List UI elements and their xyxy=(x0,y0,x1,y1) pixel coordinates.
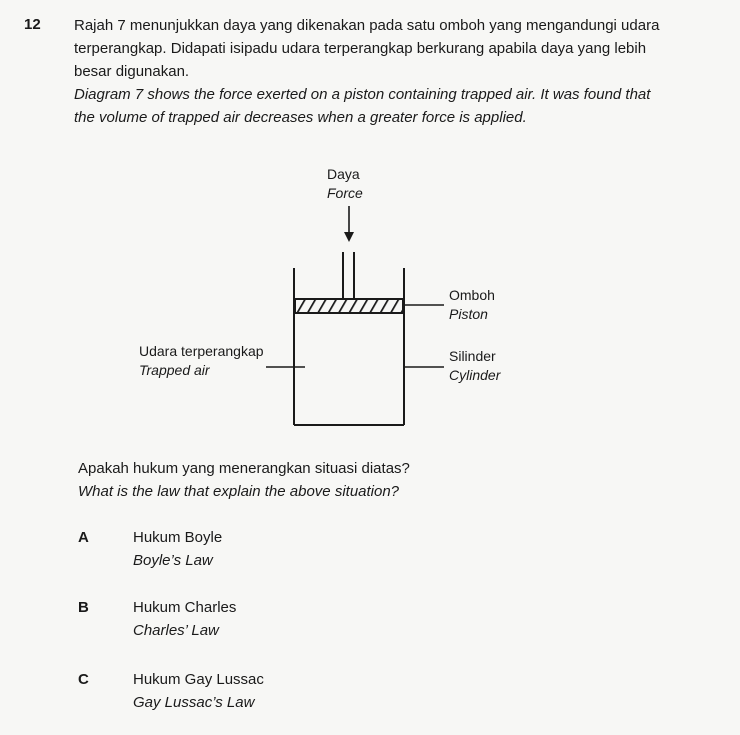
piston-diagram xyxy=(0,160,740,450)
piston-label-malay: Omboh xyxy=(449,287,495,303)
piston-cylinder-drawing xyxy=(0,160,740,450)
trapped-air-label-malay: Udara terperangkap xyxy=(139,343,264,359)
stem-english-line-1: Diagram 7 shows the force exerted on a piston containing trapped air. It was found that xyxy=(74,86,651,103)
force-arrow xyxy=(344,206,354,242)
cylinder-label-english: Cylinder xyxy=(449,367,501,383)
cylinder xyxy=(294,268,404,425)
option-c-english: Gay Lussac’s Law xyxy=(133,694,255,711)
stem-malay-line-2: terperangkap. Didapati isipadu udara terperangkap berkurang apabila daya yang lebih xyxy=(74,40,647,57)
trapped-air-label xyxy=(139,342,264,380)
cylinder-label xyxy=(449,347,500,385)
option-b-malay: Hukum Charles xyxy=(133,599,237,616)
stem-malay-line-3: besar digunakan. xyxy=(74,63,190,80)
option-c-malay: Hukum Gay Lussac xyxy=(133,671,264,688)
prompt-malay: Apakah hukum yang menerangkan situasi diatas? xyxy=(78,460,410,477)
stem-malay-line-1: Rajah 7 menunjukkan daya yang dikenakan pada satu omboh yang mengandungi udara xyxy=(74,17,660,34)
piston-label xyxy=(449,286,495,324)
piston-label-english: Piston xyxy=(449,306,488,322)
force-label-malay: Daya xyxy=(327,166,360,182)
piston-head xyxy=(295,299,403,313)
question-prompt xyxy=(78,457,410,503)
option-a-malay: Hukum Boyle xyxy=(133,529,223,546)
cylinder-label-malay: Silinder xyxy=(449,348,496,364)
stem-english-line-2: the volume of trapped air decreases when a greater force is applied. xyxy=(74,109,527,126)
force-label-english: Force xyxy=(327,185,363,201)
prompt-english: What is the law that explain the above situation? xyxy=(78,483,400,500)
option-b-letter: B xyxy=(78,599,89,616)
option-b-english: Charles’ Law xyxy=(133,622,219,639)
question-stem xyxy=(74,14,724,129)
option-a-english: Boyle’s Law xyxy=(133,552,213,569)
option-a-letter: A xyxy=(78,529,89,546)
option-c-letter: C xyxy=(78,671,89,688)
question-number: 12 xyxy=(24,16,41,33)
force-label xyxy=(327,165,363,203)
trapped-air-label-english: Trapped air xyxy=(139,362,210,378)
piston-rod xyxy=(343,252,354,298)
